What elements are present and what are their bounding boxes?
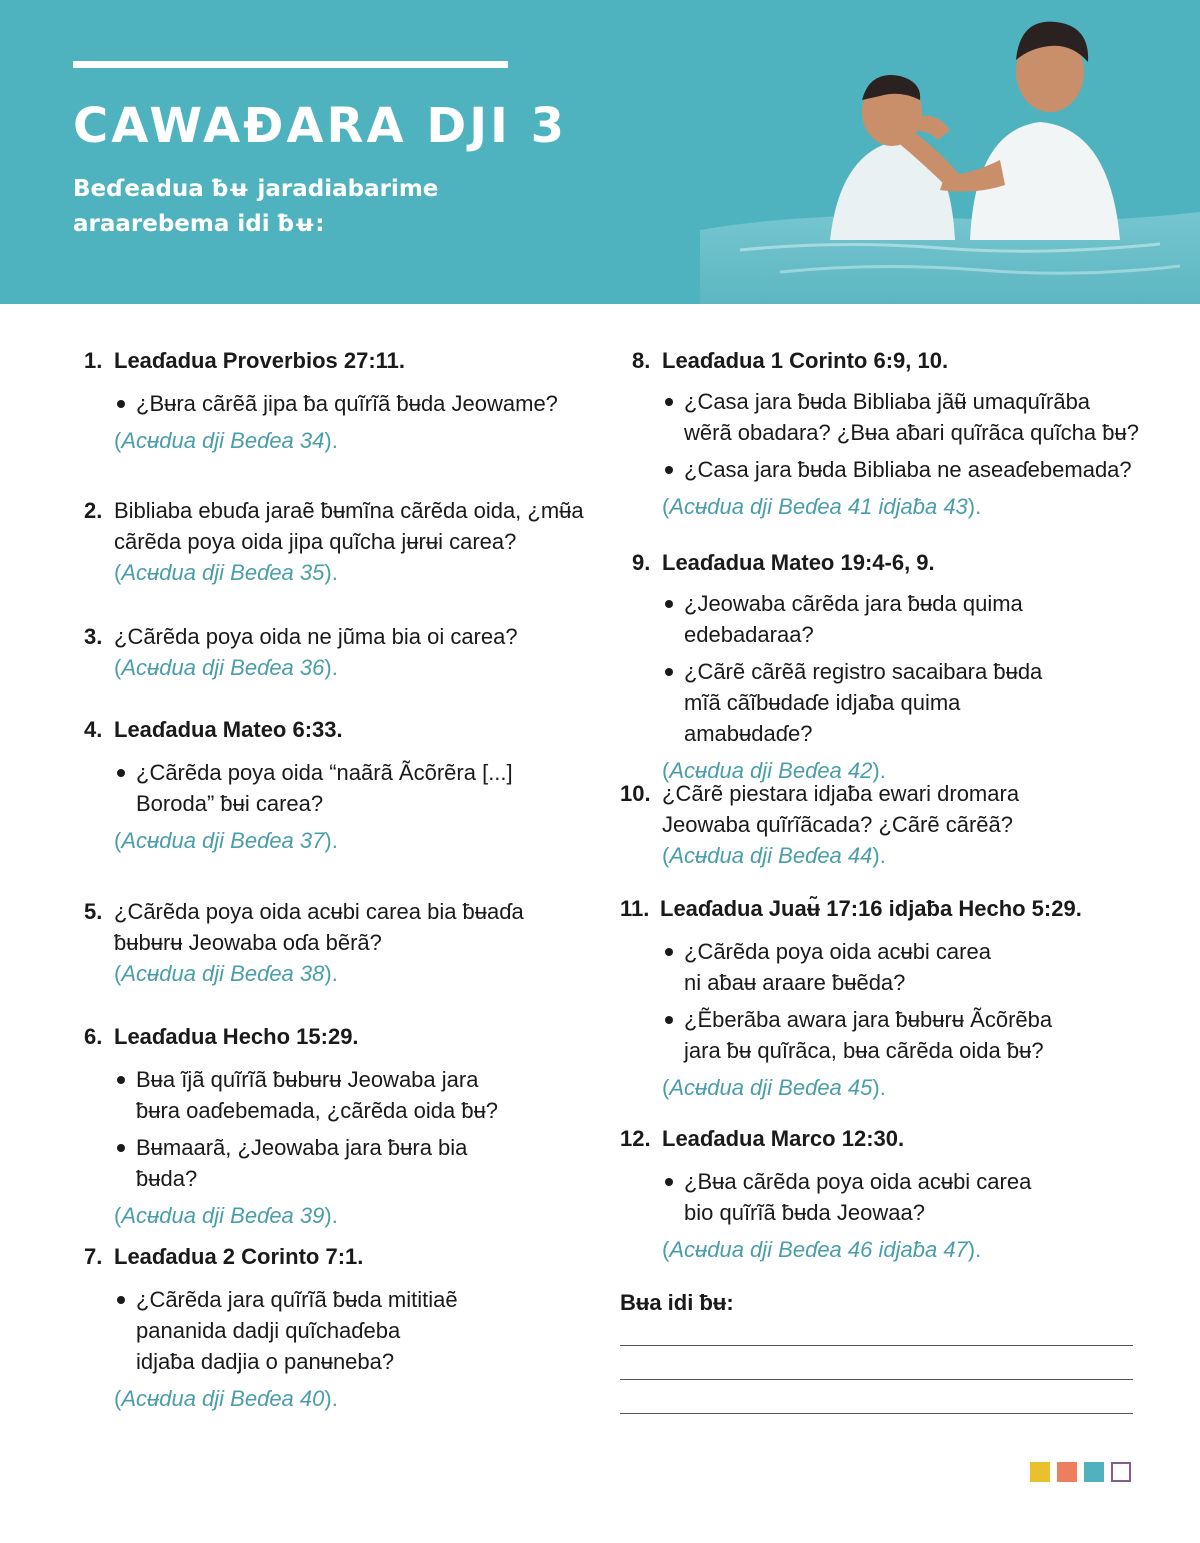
- question-heading: Leaɗadua Marco 12:30.: [662, 1126, 905, 1151]
- reference-text: Acʉdua dji Beɗea 39: [121, 1203, 325, 1228]
- reference-text: Acʉdua dji Beɗea 36: [121, 655, 325, 680]
- question-item-10: [620, 778, 1060, 871]
- baptism-illustration: [700, 0, 1200, 304]
- reference-link[interactable]: (Acʉdua dji Beɗea 42).: [662, 758, 886, 783]
- question-item-4: [84, 714, 584, 856]
- reference-link[interactable]: (Acʉdua dji Beɗea 40).: [114, 1386, 338, 1411]
- notes-label: Bʉa idi ƀʉ:: [620, 1290, 734, 1315]
- bullet-item: ¿Cãrẽda poya oida “naãrã Ãcõrẽra [...] Boroda” ƀʉi carea?: [114, 757, 524, 819]
- reference-text: Acʉdua dji Beɗea 34: [121, 428, 325, 453]
- question-item-5: [84, 896, 564, 989]
- reference-link[interactable]: (Acʉdua dji Beɗea 36).: [114, 655, 338, 680]
- question-number: 1.: [84, 348, 103, 373]
- reference-link[interactable]: (Acʉdua dji Beɗea 41 idjaƀa 43).: [662, 494, 982, 519]
- page-subtitle: Beɗeadua ƀʉ jaradiabarime araarebema idi ƀʉ:: [73, 176, 439, 237]
- bullet-item: ¿Cãrẽda jara quĩrĩã ƀʉda mititiaẽ pananida dadji quĩchaɗeba idjaƀa dadjia o panʉneba?: [114, 1284, 464, 1377]
- reference-link[interactable]: (Acʉdua dji Beɗea 38).: [114, 961, 338, 986]
- question-item-1: [84, 345, 594, 456]
- question-heading: Leaɗadua 1 Corinto 6:9, 10.: [662, 348, 949, 373]
- bullet-list: [632, 386, 1142, 485]
- bullet-item: ¿Cãrẽ cãrẽã registro sacaibara ƀʉda mĩã cãĩbʉdaɗe idjaƀa quima amabʉdaɗe?: [662, 656, 1072, 749]
- question-heading: ¿Cãrẽda poya oida ne jũma bia oi carea?: [114, 624, 518, 649]
- question-number: 2.: [84, 498, 103, 523]
- reference-text: Acʉdua dji Beɗea 46 idjaƀa 47: [669, 1237, 968, 1262]
- bullet-list: [632, 1166, 1052, 1228]
- question-heading: ¿Cãrẽ piestara idjaƀa ewari dromara Jeowaba quĩrĩãcada? ¿Cãrẽ cãrẽã?: [662, 781, 1020, 837]
- bullet-item: Bʉa ĩjã quĩrĩã ƀʉbʉrʉ Jeowaba jara ƀʉra oaɗebemada, ¿cãrẽda oida ƀʉ?: [114, 1064, 524, 1126]
- bullet-item: ¿Ẽberãba awara jara ƀʉbʉrʉ Ãcõrẽba jara ƀʉ quĩrãca, bʉa cãrẽda oida ƀʉ?: [662, 1004, 1064, 1066]
- bullet-list: [84, 388, 594, 419]
- question-number: 6.: [84, 1024, 103, 1049]
- question-item-8: [632, 345, 1142, 522]
- question-item-7: [84, 1241, 554, 1414]
- bullet-item: ¿Cãrẽda poya oida acʉbi carea ni aƀaʉ araare ƀʉẽda?: [662, 936, 1004, 998]
- bullet-item: ¿Casa jara ƀʉda Bibliaba jãʉ̃ umaquĩrãba wẽrã obadara? ¿Bʉa aƀari quĩrãca quĩcha ƀʉ?: [662, 386, 1142, 448]
- question-heading: Bibliaba ebuɗa jaraẽ ƀʉmĩna cãrẽda oida, ¿mʉ̃a cãrẽda poya oida jipa quĩcha jʉrʉi carea?: [114, 498, 584, 554]
- question-heading: Leaɗadua 2 Corinto 7:1.: [114, 1244, 364, 1269]
- reference-text: Acʉdua dji Beɗea 42: [669, 758, 873, 783]
- header-rule: [73, 61, 508, 68]
- question-item-6: [84, 1021, 584, 1231]
- bullet-list: [632, 588, 1072, 749]
- reference-link[interactable]: (Acʉdua dji Beɗea 45).: [662, 1075, 886, 1100]
- question-number: 7.: [84, 1244, 103, 1269]
- reference-link[interactable]: (Acʉdua dji Beɗea 37).: [114, 828, 338, 853]
- bullet-list: [84, 1064, 524, 1194]
- bullet-item: Bʉmaarã, ¿Jeowaba jara ƀʉra bia ƀʉda?: [114, 1132, 524, 1194]
- bullet-item: ¿Jeowaba cãrẽda jara ƀʉda quima edebadaraa?: [662, 588, 1024, 650]
- reference-text: Acʉdua dji Beɗea 35: [121, 560, 325, 585]
- bullet-item: ¿Bʉra cãrẽã jipa ƀa quĩrĩã ƀʉda Jeowame?: [114, 388, 594, 419]
- reference-text: Acʉdua dji Beɗea 38: [121, 961, 325, 986]
- question-item-11: [620, 893, 1140, 1103]
- question-heading: Leaɗadua Mateo 6:33.: [114, 717, 343, 742]
- bullet-list: [84, 757, 524, 819]
- reference-text: Acʉdua dji Beɗea 40: [121, 1386, 325, 1411]
- question-number: 11.: [620, 896, 650, 921]
- question-heading: Leaɗadua Juaʉ̃ 17:16 idjaƀa Hecho 5:29.: [660, 896, 1082, 921]
- notes-line-2[interactable]: [620, 1379, 1133, 1380]
- question-item-9: [632, 547, 1112, 786]
- question-heading: Leaɗadua Proverbios 27:11.: [114, 348, 406, 373]
- header-banner: [0, 0, 1200, 304]
- reference-text: Acʉdua dji Beɗea 41 idjaƀa 43: [669, 494, 968, 519]
- notes-line-1[interactable]: [620, 1345, 1133, 1346]
- reference-text: Acʉdua dji Beɗea 44: [669, 843, 873, 868]
- bullet-item: ¿Bʉa cãrẽda poya oida acʉbi carea bio quĩrĩã ƀʉda Jeowaa?: [662, 1166, 1044, 1228]
- question-number: 8.: [632, 348, 651, 373]
- notes-line-3[interactable]: [620, 1413, 1133, 1414]
- color-square-purple-outline: [1111, 1462, 1131, 1482]
- reference-link[interactable]: (Acʉdua dji Beɗea 44).: [662, 843, 886, 868]
- bullet-item: ¿Casa jara ƀʉda Bibliaba ne aseaɗebemada?: [662, 454, 1142, 485]
- reference-link[interactable]: (Acʉdua dji Beɗea 46 idjaƀa 47).: [662, 1237, 982, 1262]
- question-number: 10.: [620, 781, 651, 806]
- question-item-3: [84, 621, 594, 683]
- reference-text: Acʉdua dji Beɗea 37: [121, 828, 325, 853]
- color-square-coral: [1057, 1462, 1077, 1482]
- reference-link[interactable]: (Acʉdua dji Beɗea 34).: [114, 428, 338, 453]
- question-heading: Leaɗadua Mateo 19:4-6, 9.: [662, 550, 935, 575]
- color-square-yellow: [1030, 1462, 1050, 1482]
- question-number: 3.: [84, 624, 103, 649]
- question-number: 4.: [84, 717, 103, 742]
- question-number: 9.: [632, 550, 651, 575]
- question-item-12: [620, 1123, 1140, 1265]
- page-title: CAWAƉARA DJI 3: [73, 98, 568, 154]
- reference-link[interactable]: (Acʉdua dji Beɗea 35).: [114, 560, 338, 585]
- reference-link[interactable]: (Acʉdua dji Beɗea 39).: [114, 1203, 338, 1228]
- question-number: 12.: [620, 1126, 651, 1151]
- reference-text: Acʉdua dji Beɗea 45: [669, 1075, 873, 1100]
- color-square-teal: [1084, 1462, 1104, 1482]
- question-heading: ¿Cãrẽda poya oida acʉbi carea bia ƀʉaɗa ƀʉbʉrʉ Jeowaba oɗa bẽrã?: [114, 899, 524, 955]
- bullet-list: [632, 936, 1072, 1066]
- question-number: 5.: [84, 899, 103, 924]
- question-item-2: [84, 495, 594, 588]
- question-heading: Leaɗadua Hecho 15:29.: [114, 1024, 359, 1049]
- bullet-list: [84, 1284, 464, 1377]
